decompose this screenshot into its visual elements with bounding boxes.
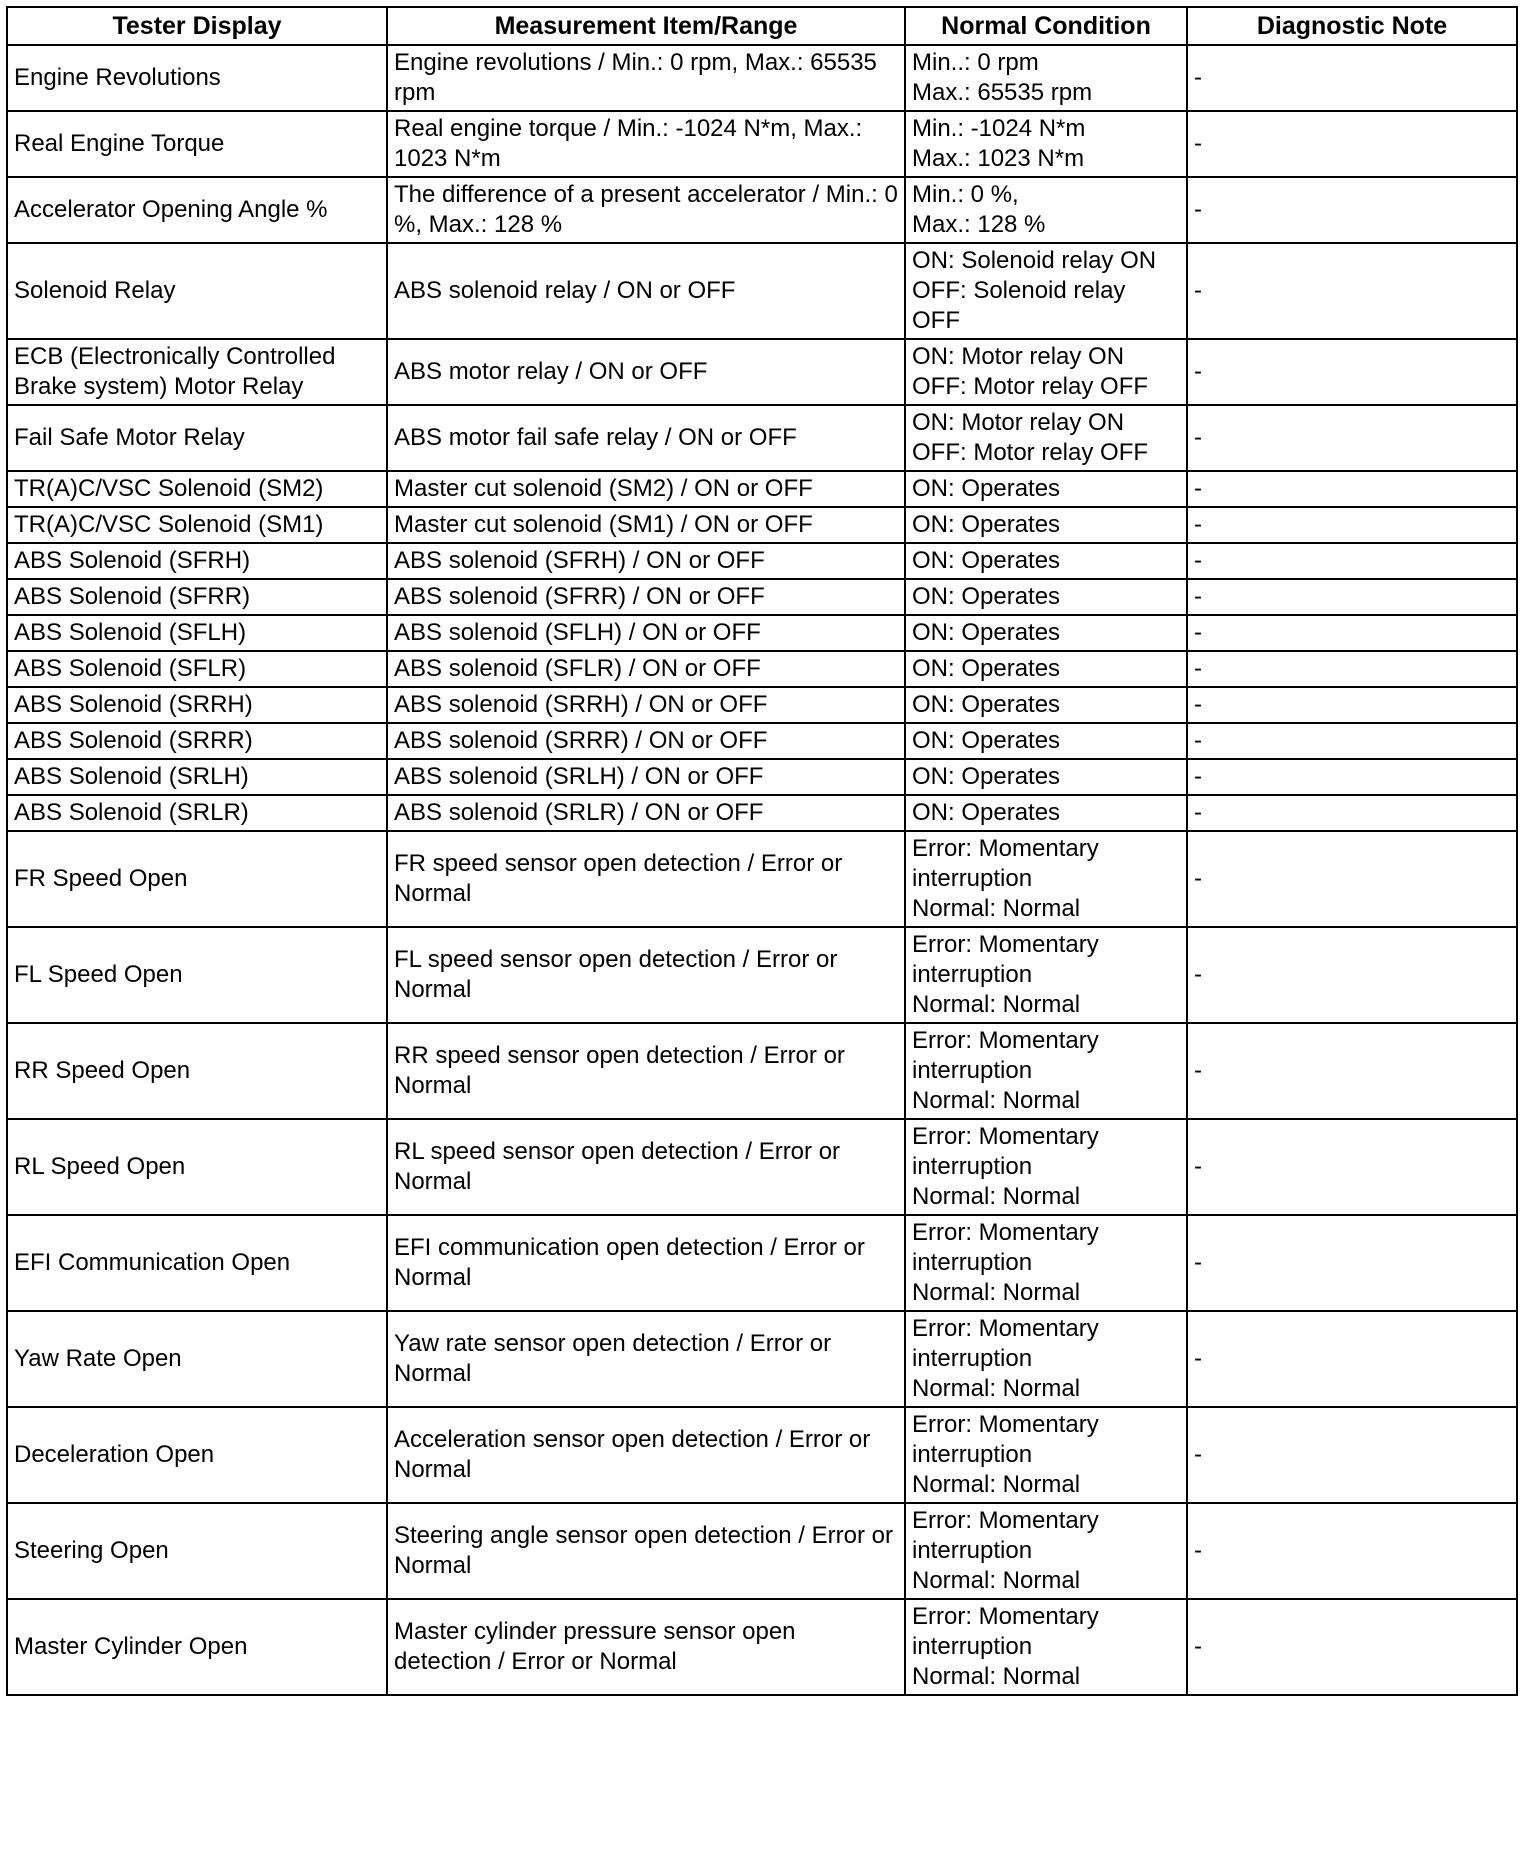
cell-normal-condition: ON: Solenoid relay ON OFF: Solenoid relay OFF	[905, 243, 1187, 339]
cell-tester-display: ABS Solenoid (SFLH)	[7, 615, 387, 651]
table-row	[7, 507, 1517, 543]
header-diagnostic-note: Diagnostic Note	[1187, 7, 1517, 45]
cell-tester-display: ABS Solenoid (SRRH)	[7, 687, 387, 723]
cell-diagnostic-note: -	[1187, 1599, 1517, 1695]
cell-normal-condition: ON: Operates	[905, 507, 1187, 543]
cell-diagnostic-note: -	[1187, 795, 1517, 831]
cell-tester-display: Engine Revolutions	[7, 45, 387, 111]
cell-tester-display: RL Speed Open	[7, 1119, 387, 1215]
cell-tester-display: Solenoid Relay	[7, 243, 387, 339]
cell-tester-display: FR Speed Open	[7, 831, 387, 927]
table-row	[7, 927, 1517, 1023]
cell-normal-condition: Min..: 0 rpm Max.: 65535 rpm	[905, 45, 1187, 111]
cell-diagnostic-note: -	[1187, 45, 1517, 111]
table-row	[7, 177, 1517, 243]
cell-measurement-item: ABS solenoid (SFLR) / ON or OFF	[387, 651, 905, 687]
cell-diagnostic-note: -	[1187, 177, 1517, 243]
cell-measurement-item: ABS solenoid (SRLH) / ON or OFF	[387, 759, 905, 795]
cell-normal-condition: ON: Operates	[905, 615, 1187, 651]
cell-measurement-item: ABS solenoid (SFRR) / ON or OFF	[387, 579, 905, 615]
cell-diagnostic-note: -	[1187, 507, 1517, 543]
cell-normal-condition: Error: Momentary interruption Normal: Normal	[905, 1215, 1187, 1311]
cell-tester-display: RR Speed Open	[7, 1023, 387, 1119]
table-header-row	[7, 7, 1517, 45]
table-row	[7, 1407, 1517, 1503]
cell-normal-condition: ON: Motor relay ON OFF: Motor relay OFF	[905, 339, 1187, 405]
cell-normal-condition: ON: Operates	[905, 651, 1187, 687]
cell-normal-condition: Min.: -1024 N*m Max.: 1023 N*m	[905, 111, 1187, 177]
cell-measurement-item: ABS motor relay / ON or OFF	[387, 339, 905, 405]
cell-normal-condition: ON: Operates	[905, 579, 1187, 615]
cell-tester-display: ABS Solenoid (SFLR)	[7, 651, 387, 687]
table-row	[7, 831, 1517, 927]
cell-measurement-item: Master cut solenoid (SM2) / ON or OFF	[387, 471, 905, 507]
table-row	[7, 1503, 1517, 1599]
cell-normal-condition: Error: Momentary interruption Normal: Normal	[905, 1599, 1187, 1695]
table-row	[7, 687, 1517, 723]
cell-tester-display: Deceleration Open	[7, 1407, 387, 1503]
cell-measurement-item: FR speed sensor open detection / Error or Normal	[387, 831, 905, 927]
cell-diagnostic-note: -	[1187, 111, 1517, 177]
table-row	[7, 1215, 1517, 1311]
cell-tester-display: TR(A)C/VSC Solenoid (SM1)	[7, 507, 387, 543]
cell-measurement-item: ABS solenoid (SRRH) / ON or OFF	[387, 687, 905, 723]
cell-measurement-item: Engine revolutions / Min.: 0 rpm, Max.: 65535 rpm	[387, 45, 905, 111]
cell-tester-display: Real Engine Torque	[7, 111, 387, 177]
cell-measurement-item: ABS solenoid (SRLR) / ON or OFF	[387, 795, 905, 831]
cell-measurement-item: Master cylinder pressure sensor open detection / Error or Normal	[387, 1599, 905, 1695]
cell-tester-display: ABS Solenoid (SRRR)	[7, 723, 387, 759]
table-row	[7, 111, 1517, 177]
cell-tester-display: FL Speed Open	[7, 927, 387, 1023]
cell-tester-display: ABS Solenoid (SFRR)	[7, 579, 387, 615]
table-row	[7, 405, 1517, 471]
cell-normal-condition: Error: Momentary interruption Normal: Normal	[905, 831, 1187, 927]
cell-diagnostic-note: -	[1187, 1407, 1517, 1503]
cell-normal-condition: ON: Operates	[905, 687, 1187, 723]
cell-measurement-item: The difference of a present accelerator / Min.: 0 %, Max.: 128 %	[387, 177, 905, 243]
table-row	[7, 723, 1517, 759]
cell-tester-display: Yaw Rate Open	[7, 1311, 387, 1407]
cell-diagnostic-note: -	[1187, 339, 1517, 405]
cell-diagnostic-note: -	[1187, 615, 1517, 651]
cell-diagnostic-note: -	[1187, 651, 1517, 687]
cell-tester-display: ECB (Electronically Controlled Brake system) Motor Relay	[7, 339, 387, 405]
cell-diagnostic-note: -	[1187, 1311, 1517, 1407]
table-row	[7, 1311, 1517, 1407]
cell-normal-condition: Error: Momentary interruption Normal: Normal	[905, 1311, 1187, 1407]
cell-tester-display: Master Cylinder Open	[7, 1599, 387, 1695]
cell-diagnostic-note: -	[1187, 927, 1517, 1023]
table-row	[7, 1119, 1517, 1215]
cell-measurement-item: Steering angle sensor open detection / Error or Normal	[387, 1503, 905, 1599]
table-body	[7, 45, 1517, 1695]
cell-normal-condition: ON: Operates	[905, 795, 1187, 831]
cell-measurement-item: ABS motor fail safe relay / ON or OFF	[387, 405, 905, 471]
cell-tester-display: ABS Solenoid (SFRH)	[7, 543, 387, 579]
cell-measurement-item: Real engine torque / Min.: -1024 N*m, Max.: 1023 N*m	[387, 111, 905, 177]
cell-normal-condition: Min.: 0 %, Max.: 128 %	[905, 177, 1187, 243]
cell-normal-condition: Error: Momentary interruption Normal: Normal	[905, 1119, 1187, 1215]
cell-normal-condition: Error: Momentary interruption Normal: Normal	[905, 1503, 1187, 1599]
table-row	[7, 1023, 1517, 1119]
cell-normal-condition: ON: Motor relay ON OFF: Motor relay OFF	[905, 405, 1187, 471]
cell-diagnostic-note: -	[1187, 543, 1517, 579]
cell-normal-condition: Error: Momentary interruption Normal: Normal	[905, 1407, 1187, 1503]
cell-measurement-item: Acceleration sensor open detection / Error or Normal	[387, 1407, 905, 1503]
header-normal-condition: Normal Condition	[905, 7, 1187, 45]
cell-diagnostic-note: -	[1187, 1503, 1517, 1599]
cell-measurement-item: EFI communication open detection / Error or Normal	[387, 1215, 905, 1311]
cell-measurement-item: RL speed sensor open detection / Error or Normal	[387, 1119, 905, 1215]
cell-diagnostic-note: -	[1187, 687, 1517, 723]
table-row	[7, 795, 1517, 831]
cell-measurement-item: ABS solenoid (SFLH) / ON or OFF	[387, 615, 905, 651]
cell-normal-condition: ON: Operates	[905, 759, 1187, 795]
cell-measurement-item: ABS solenoid relay / ON or OFF	[387, 243, 905, 339]
table-row	[7, 45, 1517, 111]
table-row	[7, 339, 1517, 405]
table-row	[7, 615, 1517, 651]
header-measurement-item: Measurement Item/Range	[387, 7, 905, 45]
cell-tester-display: ABS Solenoid (SRLH)	[7, 759, 387, 795]
cell-normal-condition: Error: Momentary interruption Normal: Normal	[905, 1023, 1187, 1119]
cell-diagnostic-note: -	[1187, 759, 1517, 795]
cell-diagnostic-note: -	[1187, 579, 1517, 615]
table-row	[7, 759, 1517, 795]
cell-tester-display: Fail Safe Motor Relay	[7, 405, 387, 471]
cell-diagnostic-note: -	[1187, 405, 1517, 471]
table-row	[7, 471, 1517, 507]
cell-measurement-item: ABS solenoid (SFRH) / ON or OFF	[387, 543, 905, 579]
cell-normal-condition: ON: Operates	[905, 543, 1187, 579]
cell-measurement-item: Yaw rate sensor open detection / Error or Normal	[387, 1311, 905, 1407]
cell-tester-display: Accelerator Opening Angle %	[7, 177, 387, 243]
table-row	[7, 1599, 1517, 1695]
header-tester-display: Tester Display	[7, 7, 387, 45]
cell-diagnostic-note: -	[1187, 243, 1517, 339]
cell-diagnostic-note: -	[1187, 471, 1517, 507]
cell-measurement-item: RR speed sensor open detection / Error or Normal	[387, 1023, 905, 1119]
data-list-table-container	[6, 6, 1518, 1696]
cell-diagnostic-note: -	[1187, 723, 1517, 759]
cell-tester-display: Steering Open	[7, 1503, 387, 1599]
cell-normal-condition: Error: Momentary interruption Normal: Normal	[905, 927, 1187, 1023]
cell-measurement-item: ABS solenoid (SRRR) / ON or OFF	[387, 723, 905, 759]
cell-tester-display: TR(A)C/VSC Solenoid (SM2)	[7, 471, 387, 507]
cell-measurement-item: Master cut solenoid (SM1) / ON or OFF	[387, 507, 905, 543]
cell-measurement-item: FL speed sensor open detection / Error or Normal	[387, 927, 905, 1023]
cell-diagnostic-note: -	[1187, 1119, 1517, 1215]
data-list-table	[6, 6, 1518, 1696]
table-row	[7, 651, 1517, 687]
table-row	[7, 543, 1517, 579]
cell-tester-display: ABS Solenoid (SRLR)	[7, 795, 387, 831]
cell-diagnostic-note: -	[1187, 1215, 1517, 1311]
cell-diagnostic-note: -	[1187, 1023, 1517, 1119]
table-row	[7, 243, 1517, 339]
cell-normal-condition: ON: Operates	[905, 471, 1187, 507]
cell-diagnostic-note: -	[1187, 831, 1517, 927]
cell-tester-display: EFI Communication Open	[7, 1215, 387, 1311]
cell-normal-condition: ON: Operates	[905, 723, 1187, 759]
table-row	[7, 579, 1517, 615]
